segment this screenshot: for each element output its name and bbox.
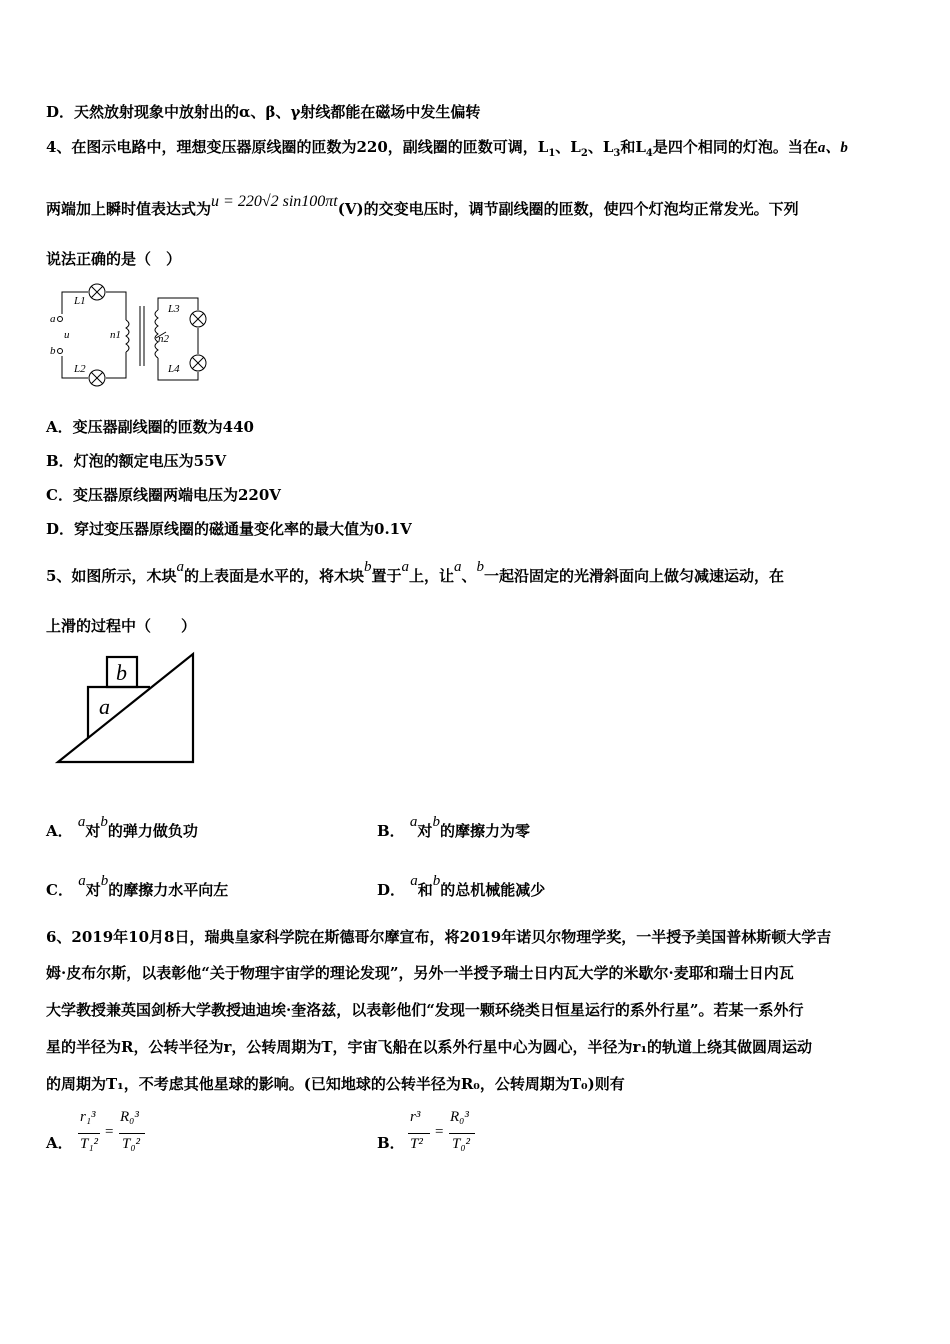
q6-line5: 的周期为T₁，不考虑其他星球的影响。(已知地球的公转半径为R₀，公转周期为T₀)则有 — [46, 1075, 625, 1093]
q6-option-b-formula: r³ T² = R₀³ T₀² — [408, 1109, 488, 1163]
transformer-circuit-figure — [48, 280, 223, 392]
q6-option-b-label: B． — [377, 1134, 405, 1152]
q6-option-a-formula: r₁³ T₁² = R₀³ T₀² — [78, 1109, 158, 1163]
q4-option-c: C．变压器原线圈两端电压为220V — [46, 486, 281, 504]
incline-block-figure — [55, 650, 200, 768]
label-n1: n1 — [110, 329, 121, 341]
q6-option-a-label: A． — [46, 1134, 73, 1152]
q6-line2: 姆·皮布尔斯，以表彰他“关于物理宇宙学的理论发现”，另外一半授予瑞士日内瓦大学的米歇尔·麦耶和瑞士日内瓦 — [46, 964, 794, 982]
q5-option-a: A． a对b的弹力做负功 — [46, 814, 198, 840]
q4-line3: 说法正确的是（ ） — [46, 250, 182, 268]
q5-option-b: B． a对b的摩擦力为零 — [377, 814, 530, 840]
q5-line2: 上滑的过程中（ ） — [46, 617, 197, 635]
q4-option-d: D．穿过变压器原线圈的磁通量变化率的最大值为0.1V — [46, 520, 412, 538]
formula-u: u = 220√2 sin100πt — [211, 193, 338, 210]
label-a: a — [50, 313, 56, 325]
label-l2: L2 — [74, 363, 86, 375]
label-block-b: b — [116, 660, 127, 685]
q6-line3: 大学教授兼英国剑桥大学教授迪迪埃·奎洛兹，以表彰他们“发现一颗环绕类日恒星运行的系外行星”。若某一系外行 — [46, 1001, 804, 1019]
q6-line4: 星的半径为R，公转半径为r，公转周期为T，宇宙飞船在以系外行星中心为圆心，半径为r₁的轨道上绕其做圆周运动 — [46, 1038, 813, 1056]
label-l3: L3 — [168, 303, 180, 315]
q5-option-c: C． a对b的摩擦力水平向左 — [46, 873, 229, 899]
q4-option-a: A．变压器副线圈的匝数为440 — [46, 418, 254, 436]
q6-line1: 6、2019年10月8日，瑞典皇家科学院在斯德哥尔摩宣布，将2019年诺贝尔物理学奖，一半授予美国普林斯顿大学吉 — [46, 928, 832, 946]
label-l4: L4 — [168, 363, 180, 375]
q5-line1: 5、如图所示，木块a的上表面是水平的，将木块b置于a上，让a、b一起沿固定的光滑斜面向上做匀减速运动，在 — [46, 559, 785, 585]
label-block-a: a — [99, 694, 110, 719]
q3-option-d: D．天然放射现象中放射出的α、β、γ射线都能在磁场中发生偏转 — [46, 103, 481, 121]
q4-line2: 两端加上瞬时值表达式为u = 220√2 sin100πt(V)的交变电压时，调节副线圈的匝数，使四个灯泡均正常发光。下列 — [46, 193, 799, 218]
terminal-a — [58, 317, 63, 322]
label-u: u — [64, 329, 70, 341]
label-l1: L1 — [74, 295, 86, 307]
label-n2: n2 — [158, 333, 169, 345]
q4-option-b: B．灯泡的额定电压为55V — [46, 452, 227, 470]
label-b: b — [50, 345, 56, 357]
primary-coil — [126, 320, 129, 352]
terminal-b — [58, 349, 63, 354]
q5-option-d: D． a和b的总机械能减少 — [377, 873, 546, 899]
q4-line1: 4、在图示电路中，理想变压器原线圈的匝数为220，副线圈的匝数可调，$L_1$、$L_2$、$L_3$和$L_4$是四个相同的灯泡。当在a、b — [46, 138, 848, 159]
